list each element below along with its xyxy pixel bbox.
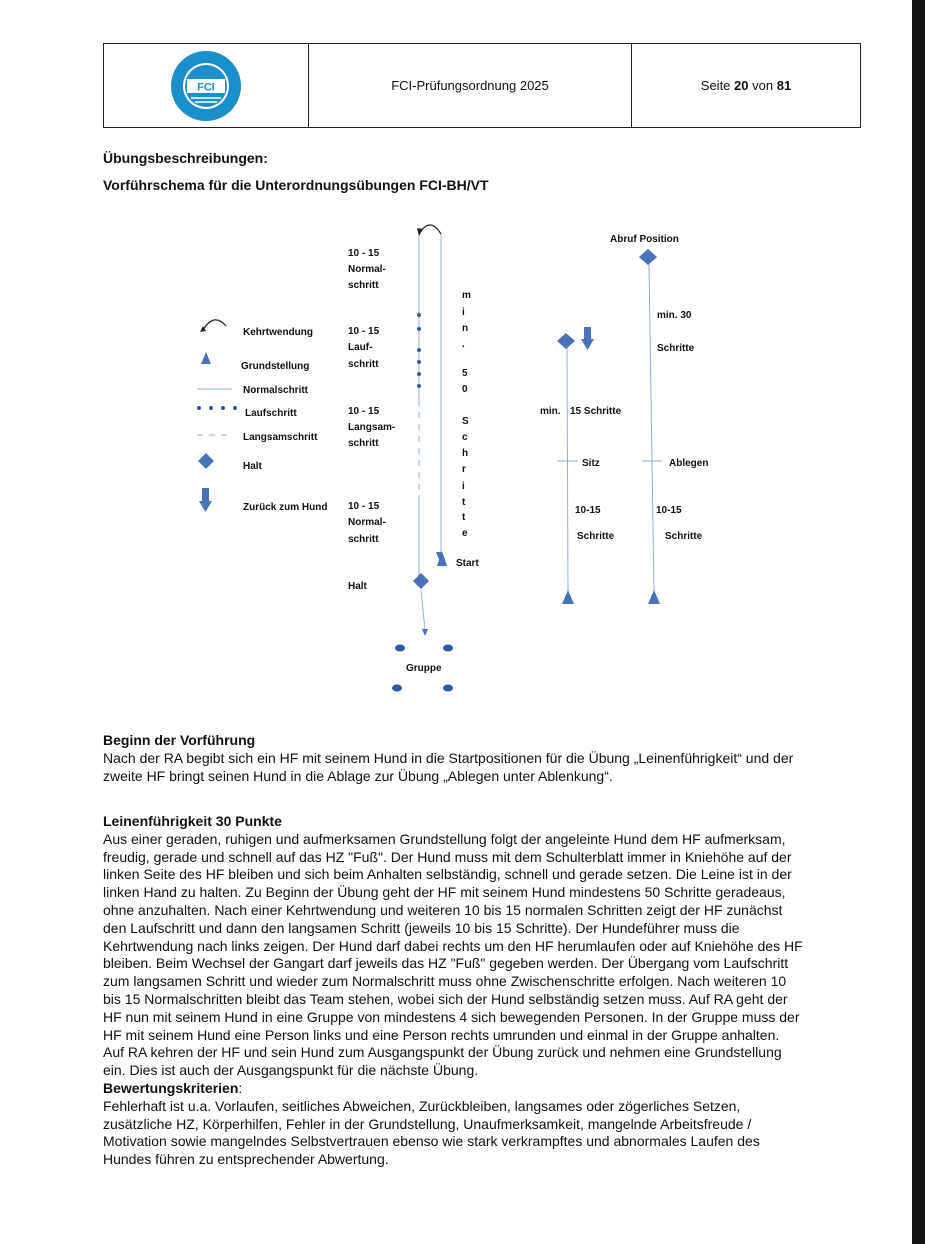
doc-title-cell	[309, 44, 632, 127]
logo-cell	[104, 44, 309, 127]
start-label: Start	[456, 558, 479, 569]
svg-text:10 - 15: 10 - 15	[348, 326, 380, 337]
fci-logo	[169, 49, 243, 123]
legend-zurueck: Zurück zum Hund	[243, 502, 328, 513]
halt-icon	[198, 453, 214, 469]
diagram-title: Vorführschema für die Unterordnungsübungen FCI-BH/VT	[103, 177, 489, 193]
min-50-schritte-vertical-label	[462, 290, 471, 539]
vertical-letter: h	[462, 448, 469, 459]
svg-text:Lauf-: Lauf-	[348, 342, 373, 353]
gruppe-label: Gruppe	[406, 663, 442, 674]
halt-marker	[413, 573, 429, 589]
page-number-cell	[632, 44, 860, 127]
svg-text:10-15: 10-15	[656, 505, 682, 516]
svg-text:schritt: schritt	[348, 438, 379, 449]
sitz-halt-marker	[557, 333, 575, 349]
leinen-text: Aus einer geraden, ruhigen und aufmerksamen Grundstellung folgt der angeleinte Hund dem HF aufmerksam, freudig, gerade und schnell auf das HZ "Fuß". Der Hund muss mit dem Schulterblatt immer in Kniehöhe auf der linken Seite des HF bleiben und sich beim Anhalten selbständig, schnell und gerade setzen. Die Leine ist in der linken Hand zu halten. Zu Beginn der Übung geht der HF mit seinem Hund mindestens 50 Schritte geradeaus, ohne anzuhalten. Nach einer Kehrtwendung und weiteren 10 bis 15 normalen Schritten zeigt der HF zunächst den Laufschritt und dann den langsamen Schritt (jeweils 10 bis 15 Schritte). Der Hundeführer muss die Kehrtwendung nach links zeigen. Der Hund darf dabei rechts um den HF herumlaufen oder auf Kniehöhe des HF bleiben. Beim Wechsel der Gangart darf jeweils das HZ "Fuß" gegeben werden. Der Übergang vom Laufschritt zum langsamen Schritt und wieder zum Normalschritt muss ohne Zwischenschritte erfolgen. Nach weiteren 10 bis 15 Normalschritten bleibt das Team stehen, wobei sich der Hund selbständig setzen muss. Auf RA geht der HF nun mit seinem Hund in eine Gruppe von mindestens 4 sich bewegenden Personen. In der Gruppe muss der HF mit seinem Hund eine Person links und eine Person rechts umrunden und einmal in der Gruppe anhalten. Auf RA kehren der HF und sein Hund zum Ausgangspunkt der Übung zurück und nehmen eine Grundstellung ein. Dies ist auch der Ausgangspunkt für die nächste Übung.	[103, 830, 803, 1079]
sitz-zurueck-arrow-icon	[581, 327, 594, 350]
ablegen-line	[649, 264, 654, 592]
vertical-letter: m	[462, 290, 471, 301]
page-edge	[912, 0, 925, 1244]
doc-title: FCI-Prüfungsordnung 2025	[391, 78, 549, 93]
sitz-label: Sitz	[582, 458, 600, 469]
grundstellung-icon	[201, 352, 211, 364]
vertical-letter: t	[462, 497, 466, 508]
bewertung-heading: Bewertungskriterien:	[103, 1079, 243, 1096]
svg-text:10 - 15: 10 - 15	[348, 248, 380, 259]
legend-halt: Halt	[243, 461, 262, 472]
vertical-letter: .	[462, 339, 465, 350]
svg-text:Langsam-: Langsam-	[348, 422, 396, 433]
leinen-section	[103, 813, 803, 1169]
legend-grundstellung: Grundstellung	[241, 361, 310, 372]
logo-text: FCI	[197, 81, 215, 93]
page-header-table	[103, 43, 861, 128]
vertical-letter: i	[462, 481, 465, 492]
beginn-text: Nach der RA begibt sich ein HF mit seinem Hund in die Startpositionen für die Übung „Leinenführigkeit“ und der zweite HF bringt seinen Hund in die Ablage zur Übung „Ablegen unter Ablenkung“.	[103, 749, 794, 784]
svg-text:10-15: 10-15	[575, 505, 601, 516]
beginn-section	[103, 732, 803, 785]
sitz-line	[567, 348, 568, 592]
route-to-group	[421, 590, 425, 630]
svg-text:10 - 15: 10 - 15	[348, 501, 380, 512]
vertical-letter: r	[462, 464, 466, 475]
svg-text:Schritte: Schritte	[657, 343, 695, 354]
svg-text:10 - 15: 10 - 15	[348, 406, 380, 417]
vertical-letter: e	[462, 528, 468, 539]
legend-laufschritt: Laufschritt	[245, 408, 297, 419]
vertical-letter: c	[462, 432, 468, 443]
halt-label: Halt	[348, 581, 367, 592]
ablegen-label: Ablegen	[669, 458, 709, 469]
svg-text:min. 30: min. 30	[657, 310, 692, 321]
vertical-letter: S	[462, 416, 469, 427]
svg-text:schritt: schritt	[348, 534, 379, 545]
svg-text:15 Schritte: 15 Schritte	[570, 406, 622, 417]
page-number: Seite 20 von 81	[700, 78, 792, 93]
legend-langsamschritt: Langsamschritt	[243, 432, 318, 443]
leinen-title: Leinenführigkeit 30 Punkte	[103, 813, 282, 829]
vertical-letter: 5	[462, 368, 468, 379]
sitz-start-icon	[562, 590, 574, 604]
svg-text:Normal-: Normal-	[348, 517, 386, 528]
section-title: Übungsbeschreibungen:	[103, 150, 268, 166]
abruf-halt-marker	[639, 249, 657, 265]
vertical-letter: t	[462, 512, 466, 523]
svg-text:Schritte: Schritte	[665, 531, 703, 542]
vertical-letter: 0	[462, 384, 468, 395]
zurueck-arrow-icon	[199, 488, 212, 512]
abruf-label: Abruf Position	[610, 234, 679, 245]
legend-kehrtwendung: Kehrtwendung	[243, 327, 313, 338]
vertical-letter: i	[462, 307, 465, 318]
svg-text:min.: min.	[540, 406, 561, 417]
svg-text:Schritte: Schritte	[577, 531, 615, 542]
exercise-diagram	[0, 200, 910, 700]
ablegen-start-icon	[648, 590, 660, 604]
laufschritt-dots	[197, 406, 237, 410]
kehrtwendung-icon	[203, 320, 226, 330]
vertical-letter: n	[462, 323, 469, 334]
svg-text:schritt: schritt	[348, 359, 379, 370]
legend-normalschritt: Normalschritt	[243, 385, 309, 396]
bewertung-text: Fehlerhaft ist u.a. Vorlaufen, seitliches Abweichen, Zurückbleiben, langsames oder zögerliches Setzen, zusätzliche HZ, Körperhilfen, Fehler in der Grundstellung, Unaufmerksamkeit, mangelnde Arbeitsfreude / Motivation sowie mangelndes Selbstvertrauen ebenso wie stark verkrampftes und abnormales Laufen des Hundes führen zu entsprechender Abwertung.	[103, 1097, 760, 1168]
beginn-title: Beginn der Vorführung	[103, 732, 256, 748]
svg-text:schritt: schritt	[348, 280, 379, 291]
svg-text:Normal-: Normal-	[348, 264, 386, 275]
